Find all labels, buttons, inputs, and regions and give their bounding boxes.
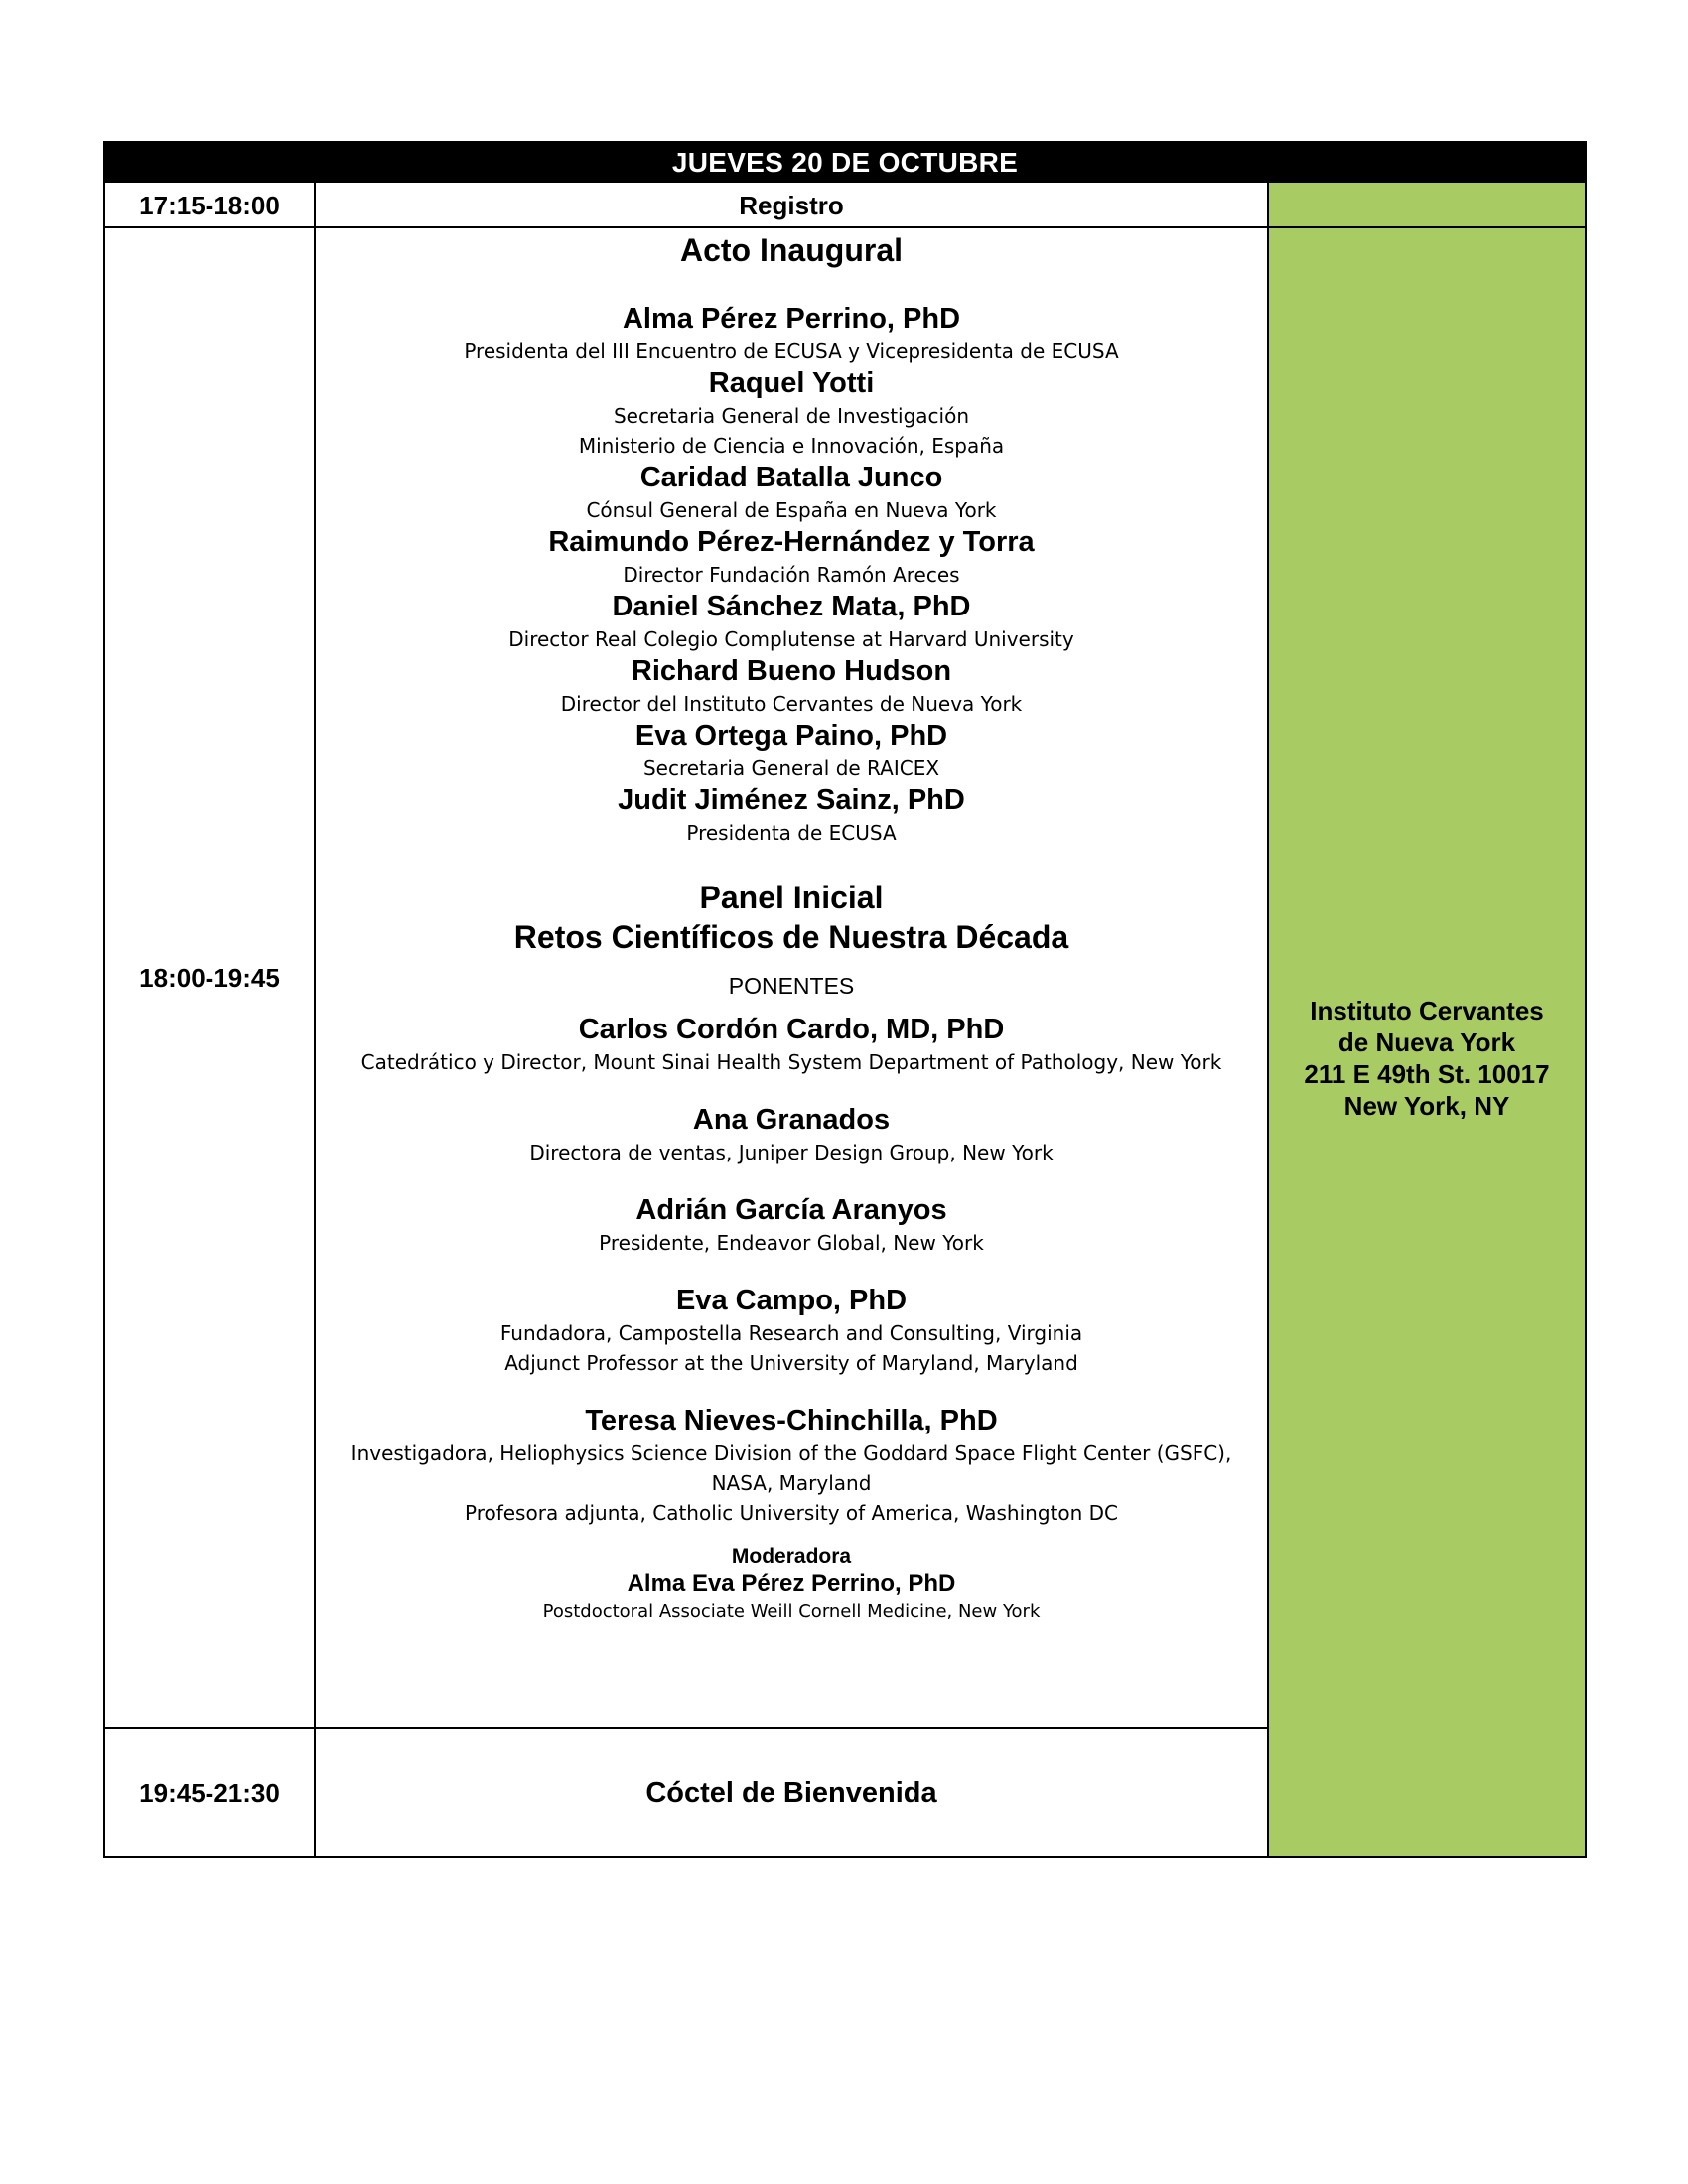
venue-address bbox=[1269, 995, 1585, 1122]
person-name: Adrián García Aranyos bbox=[635, 1194, 947, 1226]
time-acto-inaugural: 18:00-19:45 bbox=[139, 962, 280, 993]
person-role: Ministerio de Ciencia e Innovación, España bbox=[578, 434, 1005, 458]
person-role: Secretaria General de Investigación bbox=[613, 404, 970, 428]
venue-line: 211 E 49th St. 10017 bbox=[1304, 1059, 1550, 1089]
person-name: Raquel Yotti bbox=[708, 367, 875, 399]
person-name: Ana Granados bbox=[692, 1104, 891, 1136]
speaker-entry bbox=[316, 461, 1267, 525]
person-role: Investigadora, Heliophysics Science Division of the Goddard Space Flight Center (GSFC), bbox=[351, 1441, 1232, 1465]
person-name: Eva Ortega Paino, PhD bbox=[634, 720, 948, 751]
person-role: Director Real Colegio Complutense at Harvard University bbox=[508, 627, 1074, 651]
panelist-entry bbox=[316, 1284, 1267, 1378]
panel-title: Panel Inicial bbox=[699, 880, 884, 915]
person-role: Cónsul General de España en Nueva York bbox=[586, 498, 997, 522]
venue-line: de Nueva York bbox=[1337, 1027, 1516, 1057]
registro-label: Registro bbox=[739, 191, 844, 220]
person-name: Judit Jiménez Sainz, PhD bbox=[618, 784, 965, 816]
person-role: Secretaria General de RAICEX bbox=[642, 756, 940, 780]
schedule-table bbox=[103, 141, 1587, 1858]
day-header: JUEVES 20 DE OCTUBRE bbox=[105, 143, 1585, 183]
speaker-entry bbox=[316, 302, 1267, 366]
person-role: Fundadora, Campostella Research and Consulting, Virginia bbox=[499, 1321, 1083, 1345]
speaker-entry bbox=[316, 525, 1267, 590]
time-registro: 17:15-18:00 bbox=[139, 191, 280, 220]
person-role: Director Fundación Ramón Areces bbox=[623, 563, 960, 587]
panelist-entry bbox=[316, 1103, 1267, 1167]
person-name: Carlos Cordón Cardo, MD, PhD bbox=[578, 1014, 1005, 1045]
venue-line: Instituto Cervantes bbox=[1310, 996, 1544, 1025]
person-role: Adjunct Professor at the University of Maryland, Maryland bbox=[504, 1351, 1078, 1375]
speaker-entry bbox=[316, 719, 1267, 783]
acto-title: Acto Inaugural bbox=[679, 232, 903, 268]
speaker-entry bbox=[316, 366, 1267, 461]
person-name: Richard Bueno Hudson bbox=[631, 655, 952, 687]
person-role: Presidenta del III Encuentro de ECUSA y Vicepresidenta de ECUSA bbox=[464, 340, 1119, 363]
acto-content bbox=[316, 228, 1267, 1625]
panelist-entry bbox=[316, 1193, 1267, 1258]
person-name: Eva Campo, PhD bbox=[675, 1285, 908, 1316]
moderator-label: Moderadora bbox=[731, 1545, 852, 1568]
person-name: Raimundo Pérez-Hernández y Torra bbox=[548, 526, 1035, 558]
person-role: NASA, Maryland bbox=[711, 1471, 872, 1495]
person-role: Director del Instituto Cervantes de Nueva York bbox=[560, 692, 1023, 716]
moderator-name: Alma Eva Pérez Perrino, PhD bbox=[627, 1570, 956, 1597]
speaker-entry bbox=[316, 590, 1267, 654]
panelist-entry bbox=[316, 1404, 1267, 1528]
venue-line: New York, NY bbox=[1343, 1091, 1510, 1121]
time-coctel: 19:45-21:30 bbox=[139, 1777, 280, 1808]
panelists-list bbox=[316, 1013, 1267, 1528]
speakers-list bbox=[316, 302, 1267, 848]
person-role: Directora de ventas, Juniper Design Group, New York bbox=[529, 1141, 1054, 1164]
person-role: Catedrático y Director, Mount Sinai Health System Department of Pathology, New York bbox=[360, 1050, 1222, 1074]
speaker-entry bbox=[316, 654, 1267, 719]
panelist-entry bbox=[316, 1013, 1267, 1077]
person-role: Presidente, Endeavor Global, New York bbox=[599, 1231, 984, 1255]
ponentes-label: PONENTES bbox=[728, 973, 855, 999]
person-name: Teresa Nieves-Chinchilla, PhD bbox=[585, 1405, 998, 1436]
person-name: Alma Pérez Perrino, PhD bbox=[622, 303, 961, 335]
person-role: Presidenta de ECUSA bbox=[686, 821, 897, 845]
person-name: Daniel Sánchez Mata, PhD bbox=[612, 591, 971, 622]
moderator-role: Postdoctoral Associate Weill Cornell Medicine, New York bbox=[542, 1601, 1041, 1622]
coctel-label: Cóctel de Bienvenida bbox=[645, 1776, 937, 1809]
panel-subtitle: Retos Científicos de Nuestra Década bbox=[513, 919, 1069, 955]
speaker-entry bbox=[316, 783, 1267, 848]
person-role: Profesora adjunta, Catholic University of America, Washington DC bbox=[464, 1501, 1119, 1525]
person-name: Caridad Batalla Junco bbox=[639, 462, 943, 493]
